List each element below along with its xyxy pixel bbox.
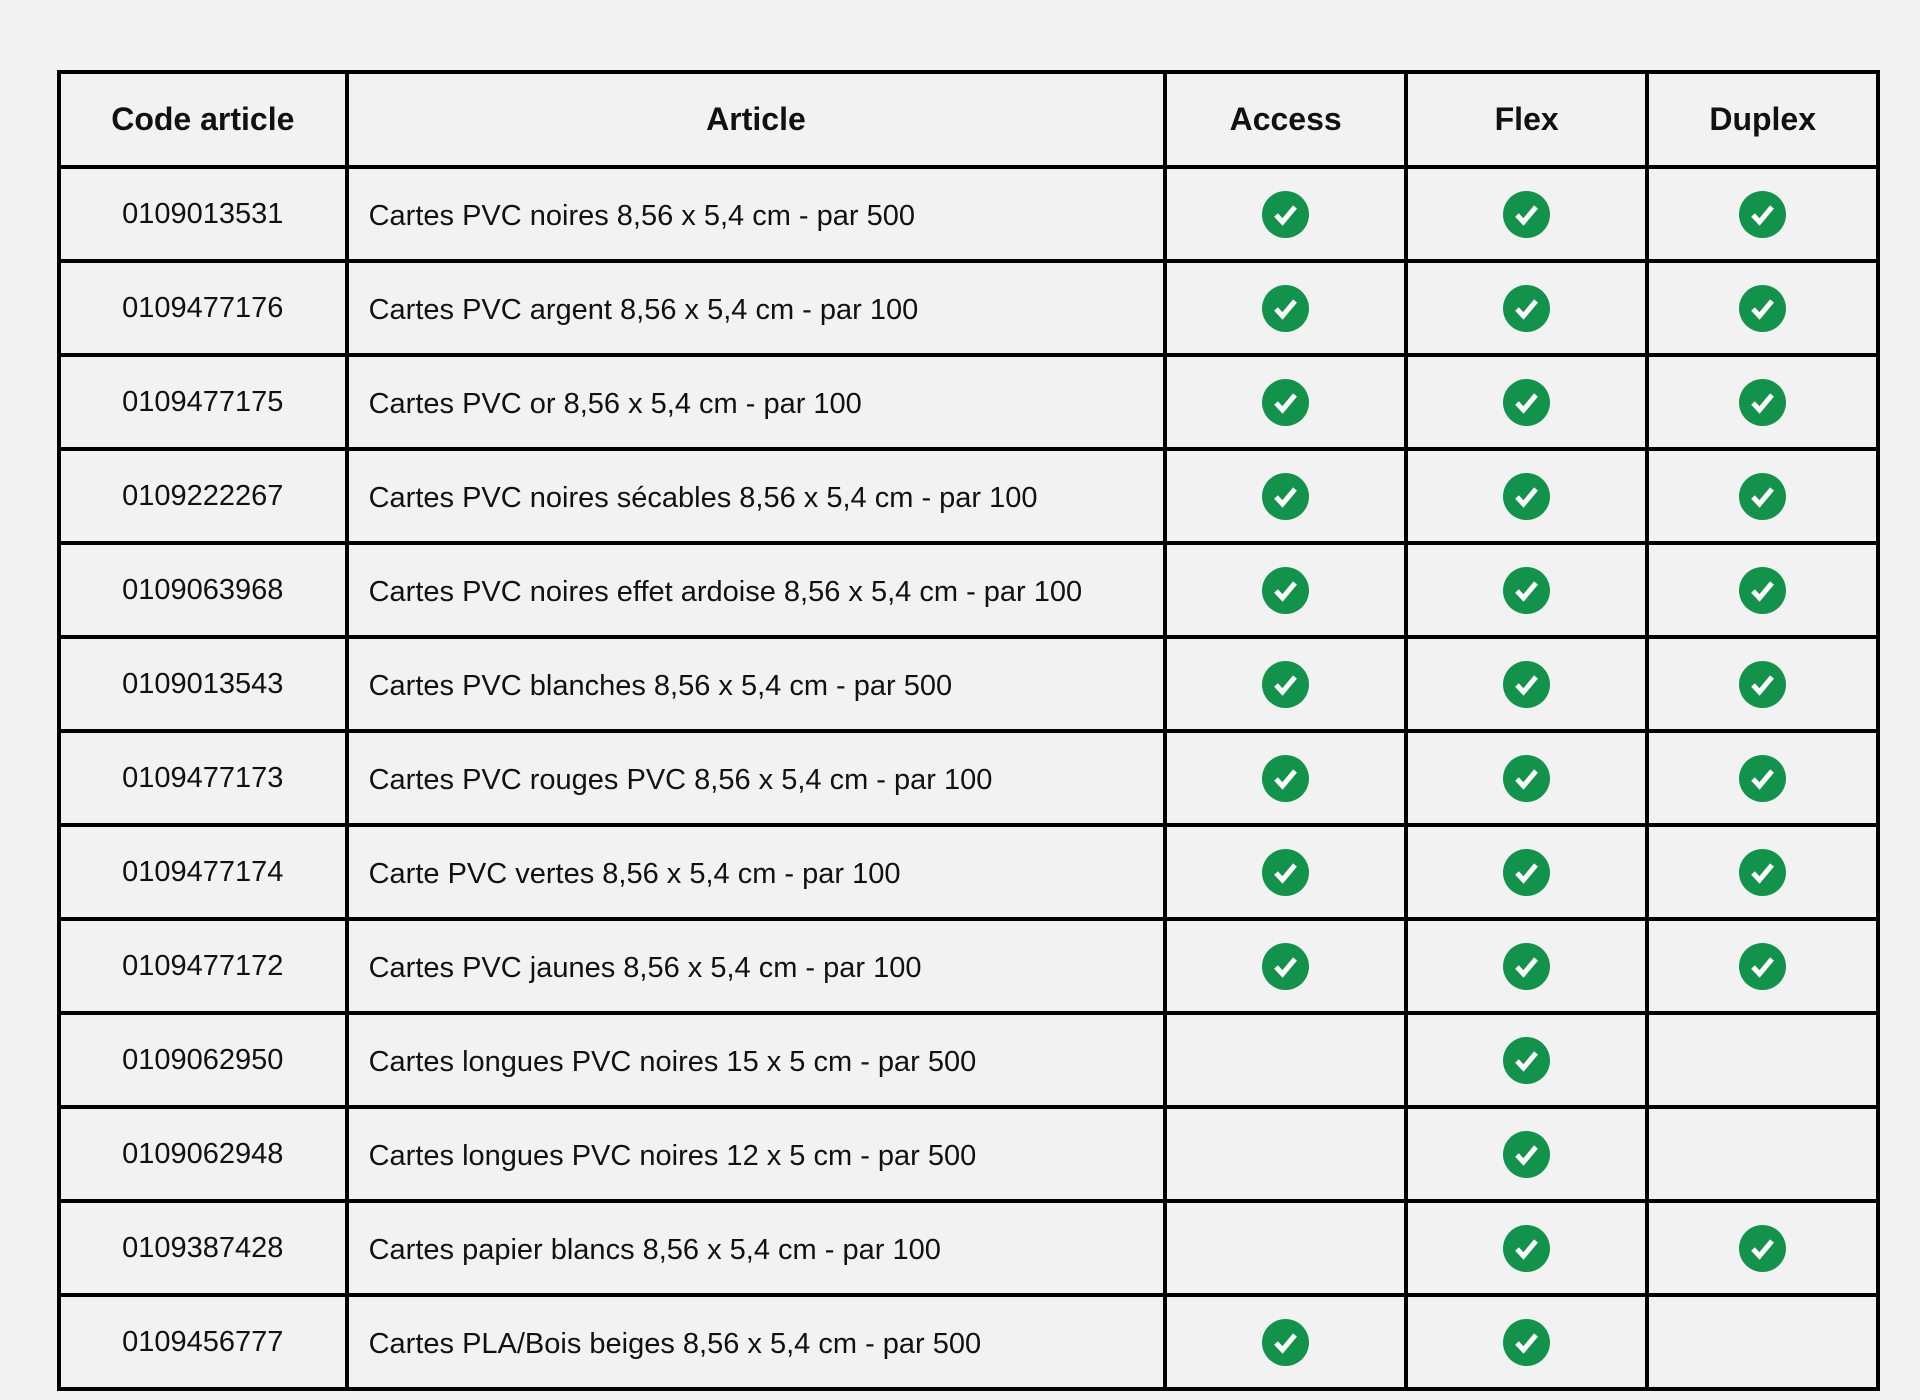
article-name: Cartes PVC noires sécables 8,56 x 5,4 cm - par 100 <box>347 449 1166 543</box>
article-name: Cartes longues PVC noires 12 x 5 cm - par 500 <box>347 1107 1166 1201</box>
table-row <box>59 637 1878 731</box>
cell-flex <box>1406 543 1647 637</box>
check-circle-icon <box>1262 285 1309 332</box>
cell-flex <box>1406 637 1647 731</box>
table-row <box>59 1013 1878 1107</box>
check-circle-icon <box>1739 755 1786 802</box>
check-circle-icon <box>1739 191 1786 238</box>
table-row <box>59 261 1878 355</box>
cell-duplex <box>1647 919 1878 1013</box>
check-circle-icon <box>1503 1225 1550 1272</box>
check-circle-icon <box>1503 1037 1550 1084</box>
check-circle-icon <box>1739 567 1786 614</box>
check-circle-icon <box>1503 661 1550 708</box>
header-article: Article <box>347 72 1166 167</box>
cell-duplex <box>1647 261 1878 355</box>
table-row <box>59 543 1878 637</box>
check-circle-icon <box>1739 661 1786 708</box>
header-duplex: Duplex <box>1647 72 1878 167</box>
cell-access <box>1165 1201 1406 1295</box>
table-row <box>59 355 1878 449</box>
check-circle-icon <box>1262 943 1309 990</box>
cell-duplex <box>1647 637 1878 731</box>
check-circle-icon <box>1503 849 1550 896</box>
cell-duplex <box>1647 167 1878 261</box>
cell-flex <box>1406 355 1647 449</box>
check-circle-icon <box>1503 943 1550 990</box>
cell-flex <box>1406 1013 1647 1107</box>
cell-duplex <box>1647 1107 1878 1201</box>
cell-access <box>1165 167 1406 261</box>
cell-duplex <box>1647 1295 1878 1389</box>
cell-duplex <box>1647 825 1878 919</box>
article-code: 0109477173 <box>59 731 347 825</box>
article-code: 0109456777 <box>59 1295 347 1389</box>
check-circle-icon <box>1503 191 1550 238</box>
cell-access <box>1165 261 1406 355</box>
cell-flex <box>1406 1107 1647 1201</box>
check-circle-icon <box>1503 285 1550 332</box>
cell-access <box>1165 1013 1406 1107</box>
compatibility-table <box>57 70 1880 1391</box>
table-row <box>59 825 1878 919</box>
cell-access <box>1165 449 1406 543</box>
cell-access <box>1165 731 1406 825</box>
article-code: 0109062948 <box>59 1107 347 1201</box>
cell-access <box>1165 919 1406 1013</box>
article-code: 0109013531 <box>59 167 347 261</box>
cell-access <box>1165 355 1406 449</box>
article-name: Cartes PVC argent 8,56 x 5,4 cm - par 100 <box>347 261 1166 355</box>
check-circle-icon <box>1739 849 1786 896</box>
header-flex: Flex <box>1406 72 1647 167</box>
check-circle-icon <box>1739 943 1786 990</box>
cell-flex <box>1406 731 1647 825</box>
article-name: Cartes PVC noires 8,56 x 5,4 cm - par 500 <box>347 167 1166 261</box>
check-circle-icon <box>1262 661 1309 708</box>
check-circle-icon <box>1262 1319 1309 1366</box>
table-row <box>59 1107 1878 1201</box>
cell-flex <box>1406 261 1647 355</box>
article-name: Cartes PLA/Bois beiges 8,56 x 5,4 cm - par 500 <box>347 1295 1166 1389</box>
table-row <box>59 449 1878 543</box>
cell-flex <box>1406 825 1647 919</box>
table-row <box>59 1295 1878 1389</box>
cell-flex <box>1406 919 1647 1013</box>
article-code: 0109477175 <box>59 355 347 449</box>
article-name: Carte PVC vertes 8,56 x 5,4 cm - par 100 <box>347 825 1166 919</box>
check-circle-icon <box>1739 285 1786 332</box>
article-name: Cartes PVC rouges PVC 8,56 x 5,4 cm - par 100 <box>347 731 1166 825</box>
check-circle-icon <box>1503 567 1550 614</box>
article-code: 0109013543 <box>59 637 347 731</box>
cell-access <box>1165 825 1406 919</box>
table-row <box>59 1201 1878 1295</box>
check-circle-icon <box>1739 473 1786 520</box>
article-code: 0109222267 <box>59 449 347 543</box>
article-name: Cartes PVC jaunes 8,56 x 5,4 cm - par 100 <box>347 919 1166 1013</box>
check-circle-icon <box>1503 755 1550 802</box>
article-code: 0109477174 <box>59 825 347 919</box>
article-code: 0109477172 <box>59 919 347 1013</box>
cell-access <box>1165 1295 1406 1389</box>
check-circle-icon <box>1503 473 1550 520</box>
article-code: 0109062950 <box>59 1013 347 1107</box>
cell-duplex <box>1647 1013 1878 1107</box>
cell-duplex <box>1647 1201 1878 1295</box>
header-code: Code article <box>59 72 347 167</box>
cell-access <box>1165 543 1406 637</box>
cell-duplex <box>1647 449 1878 543</box>
check-circle-icon <box>1262 473 1309 520</box>
check-circle-icon <box>1262 379 1309 426</box>
cell-access <box>1165 1107 1406 1201</box>
cell-duplex <box>1647 355 1878 449</box>
article-name: Cartes PVC or 8,56 x 5,4 cm - par 100 <box>347 355 1166 449</box>
check-circle-icon <box>1503 1131 1550 1178</box>
check-circle-icon <box>1503 1319 1550 1366</box>
article-code: 0109387428 <box>59 1201 347 1295</box>
article-name: Cartes PVC blanches 8,56 x 5,4 cm - par 500 <box>347 637 1166 731</box>
table-row <box>59 731 1878 825</box>
cell-duplex <box>1647 543 1878 637</box>
header-access: Access <box>1165 72 1406 167</box>
check-circle-icon <box>1739 1225 1786 1272</box>
cell-duplex <box>1647 731 1878 825</box>
check-circle-icon <box>1262 191 1309 238</box>
article-name: Cartes PVC noires effet ardoise 8,56 x 5,4 cm - par 100 <box>347 543 1166 637</box>
cell-flex <box>1406 449 1647 543</box>
table-row <box>59 919 1878 1013</box>
cell-flex <box>1406 1201 1647 1295</box>
cell-access <box>1165 637 1406 731</box>
check-circle-icon <box>1262 755 1309 802</box>
article-name: Cartes papier blancs 8,56 x 5,4 cm - par 100 <box>347 1201 1166 1295</box>
cell-flex <box>1406 1295 1647 1389</box>
cell-flex <box>1406 167 1647 261</box>
article-code: 0109063968 <box>59 543 347 637</box>
check-circle-icon <box>1262 567 1309 614</box>
article-name: Cartes longues PVC noires 15 x 5 cm - par 500 <box>347 1013 1166 1107</box>
check-circle-icon <box>1739 379 1786 426</box>
header-row <box>59 72 1878 167</box>
article-code: 0109477176 <box>59 261 347 355</box>
table-row <box>59 167 1878 261</box>
check-circle-icon <box>1262 849 1309 896</box>
check-circle-icon <box>1503 379 1550 426</box>
